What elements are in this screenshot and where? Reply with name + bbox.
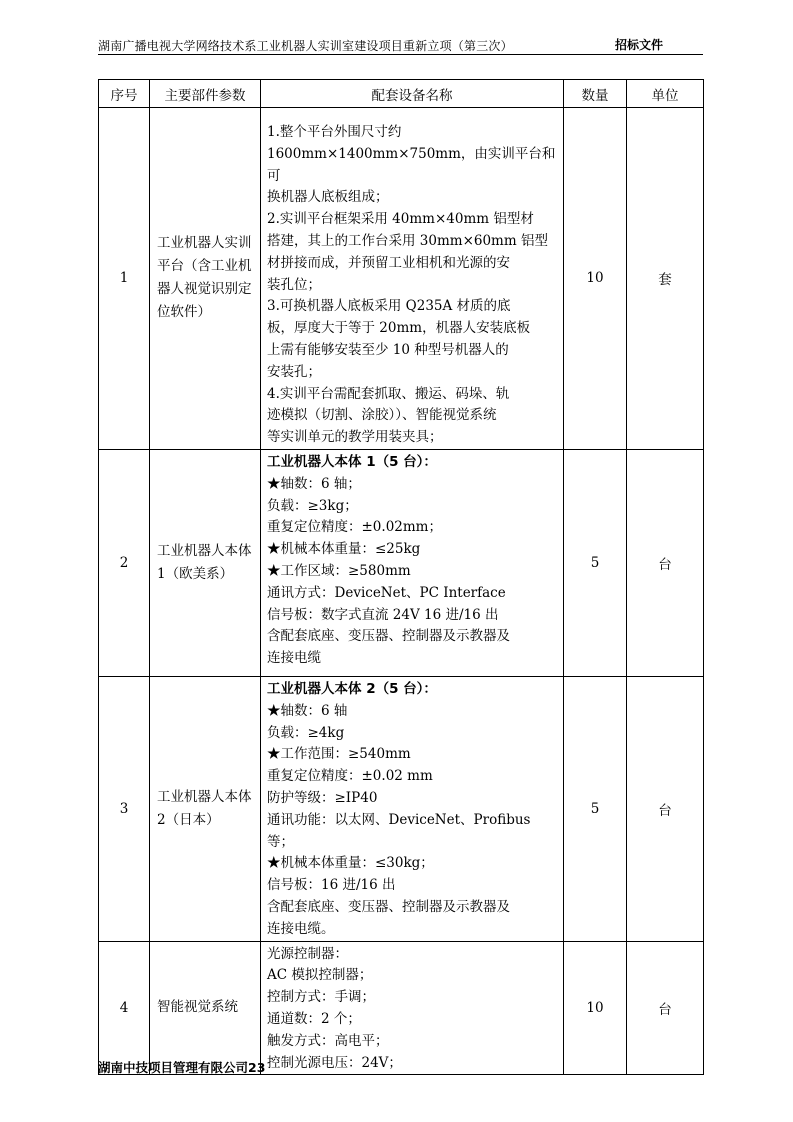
desc-line: 等； bbox=[267, 833, 294, 850]
desc-line: AC 模拟控制器； bbox=[267, 967, 373, 984]
desc-line: 控制方式：手调； bbox=[267, 989, 375, 1006]
row-no: 3 bbox=[99, 676, 150, 941]
row-description bbox=[261, 676, 564, 941]
desc-line: 1600mm×1400mm×750mm，由实训平台和可 bbox=[267, 145, 556, 184]
row-qty: 10 bbox=[564, 108, 627, 450]
desc-line: 通讯方式：DeviceNet、PC Interface bbox=[267, 584, 506, 601]
col-header-part: 主要部件参数 bbox=[150, 80, 261, 108]
desc-line: 搭建，其上的工作台采用 30mm×60mm 铝型 bbox=[267, 232, 548, 249]
row-qty: 5 bbox=[564, 449, 627, 676]
table-row bbox=[99, 449, 704, 676]
desc-heading: 工业机器人本体 2（5 台）： bbox=[267, 680, 437, 697]
desc-line: ★轴数：6 轴 bbox=[267, 702, 348, 719]
desc-line: 3.可换机器人底板采用 Q235A 材质的底 bbox=[267, 298, 511, 315]
row-qty: 10 bbox=[564, 941, 627, 1075]
row-no: 2 bbox=[99, 449, 150, 676]
row-unit: 套 bbox=[627, 108, 704, 450]
table-row bbox=[99, 941, 704, 1075]
header-title: 湖南广播电视大学网络技术系工业机器人实训室建设项目重新立项（第三次） bbox=[98, 39, 513, 53]
row-no: 4 bbox=[99, 941, 150, 1075]
desc-line: ★轴数：6 轴； bbox=[267, 475, 361, 492]
desc-line: ★机械本体重量：≤25kg bbox=[267, 541, 421, 558]
desc-line: 含配套底座、变压器、控制器及示教器及 bbox=[267, 898, 510, 915]
desc-line: 控制光源电压：24V； bbox=[267, 1054, 402, 1071]
desc-line: 装孔位； bbox=[267, 276, 321, 293]
row-description bbox=[261, 108, 564, 450]
col-header-equipment: 配套设备名称 bbox=[261, 80, 564, 108]
desc-line: 含配套底座、变压器、控制器及示教器及 bbox=[267, 628, 510, 645]
desc-line: 等实训单元的教学用装夹具； bbox=[267, 429, 443, 446]
desc-line: 安装孔； bbox=[267, 363, 321, 380]
page-header bbox=[98, 34, 703, 55]
footer-company: 湖南中技项目管理有限公司 bbox=[98, 1060, 249, 1075]
col-header-unit: 单位 bbox=[627, 80, 704, 108]
row-unit: 台 bbox=[627, 676, 704, 941]
row-unit: 台 bbox=[627, 941, 704, 1075]
desc-line: 换机器人底板组成； bbox=[267, 189, 389, 206]
col-header-no: 序号 bbox=[99, 80, 150, 108]
desc-line: 通道数：2 个； bbox=[267, 1010, 361, 1027]
desc-line: 信号板：数字式直流 24V 16 进/16 出 bbox=[267, 606, 499, 623]
desc-heading: 工业机器人本体 1（5 台）： bbox=[267, 453, 437, 470]
desc-line: 负载：≥4kg bbox=[267, 724, 345, 741]
table-row bbox=[99, 108, 704, 450]
row-qty: 5 bbox=[564, 676, 627, 941]
col-header-qty: 数量 bbox=[564, 80, 627, 108]
row-part: 工业机器人实训平台（含工业机器人视觉识别定位软件） bbox=[150, 108, 261, 450]
page-footer bbox=[98, 1058, 265, 1076]
row-part: 工业机器人本体 2（日本） bbox=[150, 676, 261, 941]
row-unit: 台 bbox=[627, 449, 704, 676]
row-no: 1 bbox=[99, 108, 150, 450]
desc-line: 材拼接而成，并预留工业相机和光源的安 bbox=[267, 254, 510, 271]
desc-line: 连接电缆 bbox=[267, 650, 321, 667]
desc-line: 上需有能够安装至少 10 种型号机器人的 bbox=[267, 341, 509, 358]
header-doc-type: 招标文件 bbox=[614, 38, 663, 52]
row-description bbox=[261, 449, 564, 676]
table-header-row bbox=[99, 80, 704, 108]
page-number: 23 bbox=[248, 1060, 266, 1075]
desc-line: 负载：≥3kg； bbox=[267, 497, 358, 514]
desc-line: 通讯功能：以太网、DeviceNet、Profibus bbox=[267, 811, 531, 828]
desc-line: 迹模拟（切割、涂胶））、智能视觉系统 bbox=[267, 407, 497, 424]
desc-line: 重复定位精度：±0.02 mm bbox=[267, 768, 433, 785]
desc-line: 1.整个平台外围尺寸约 bbox=[267, 124, 402, 140]
desc-line: 4.实训平台需配套抓取、搬运、码垛、轨 bbox=[267, 385, 510, 402]
desc-line: 板，厚度大于等于 20mm，机器人安装底板 bbox=[267, 320, 531, 337]
desc-line: 触发方式：高电平； bbox=[267, 1032, 389, 1049]
equipment-spec-table bbox=[98, 79, 704, 1075]
row-description bbox=[261, 941, 564, 1075]
row-part: 工业机器人本体 1（欧美系） bbox=[150, 449, 261, 676]
desc-line: 重复定位精度：±0.02mm； bbox=[267, 519, 442, 536]
desc-line: ★工作区域：≥580mm bbox=[267, 562, 411, 579]
table-row bbox=[99, 676, 704, 941]
desc-line: 信号板：16 进/16 出 bbox=[267, 877, 396, 894]
row-part: 智能视觉系统 bbox=[150, 941, 261, 1075]
desc-line: ★机械本体重量：≤30kg； bbox=[267, 855, 434, 872]
desc-line: 连接电缆。 bbox=[267, 920, 335, 937]
desc-line: ★工作范围：≥540mm bbox=[267, 746, 411, 763]
desc-line: 防护等级：≥IP40 bbox=[267, 789, 378, 806]
desc-line: 2.实训平台框架采用 40mm×40mm 铝型材 bbox=[267, 211, 534, 228]
desc-line: 光源控制器： bbox=[267, 945, 348, 962]
